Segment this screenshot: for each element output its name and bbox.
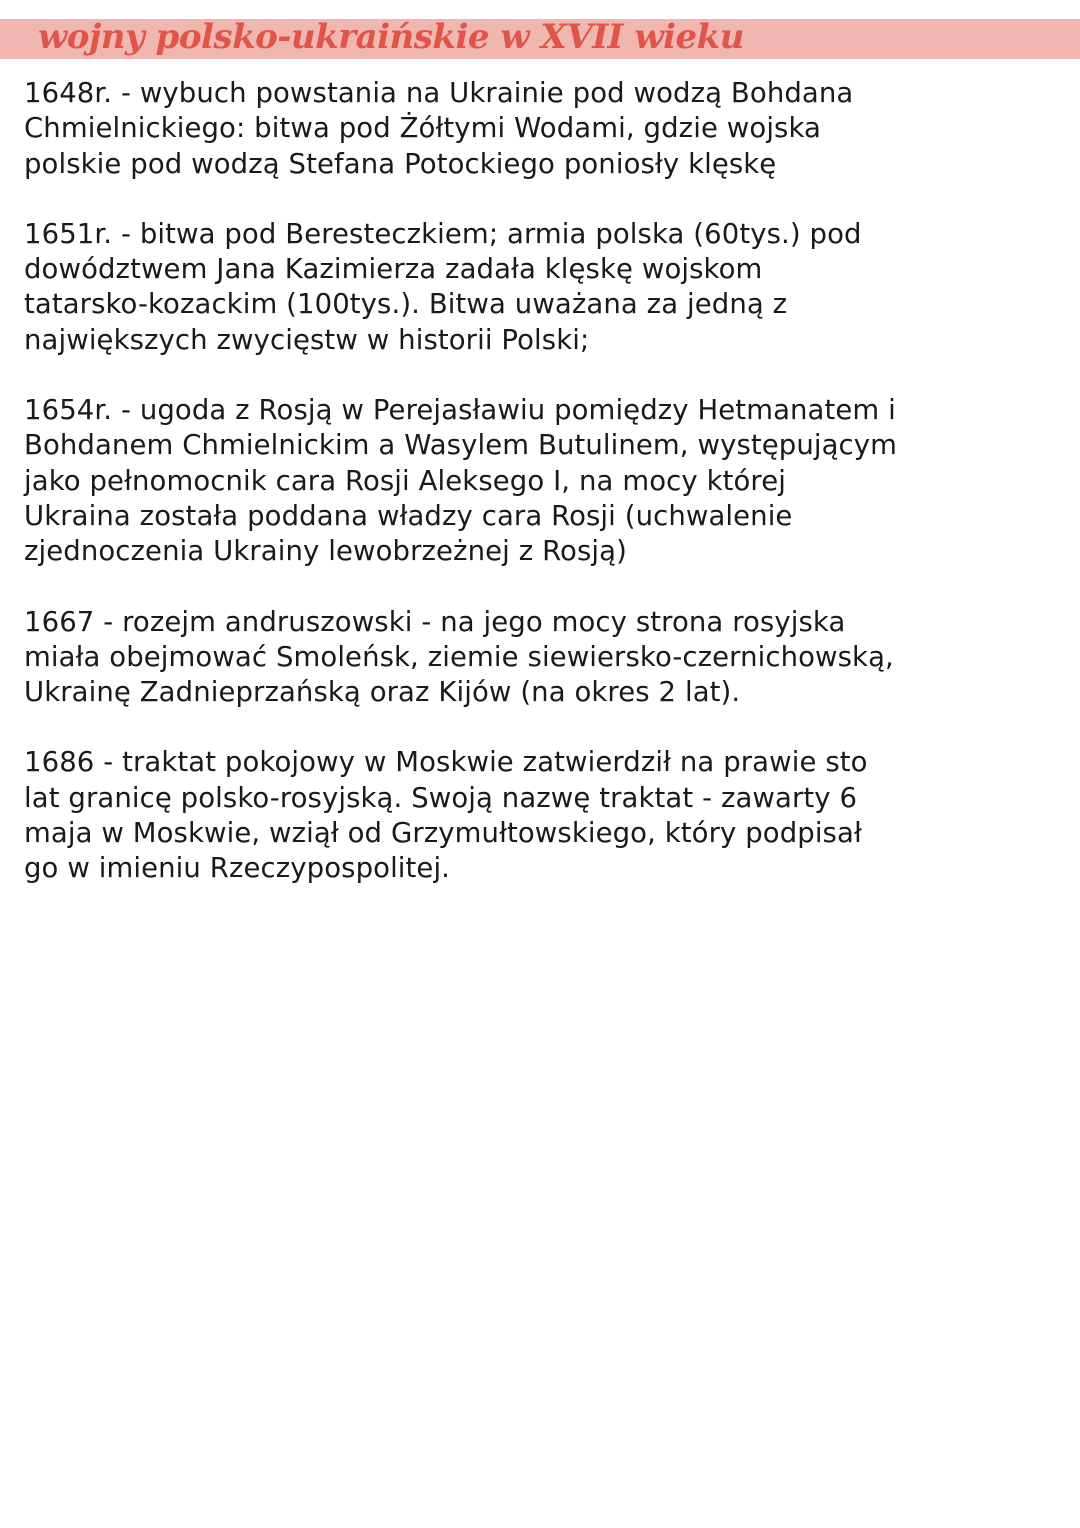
- timeline-entry-1648: 1648r. - wybuch powstania na Ukrainie pod wodzą Bohdana Chmielnickiego: bitwa pod Żółtymi Wodami, gdzie wojska polskie pod wodzą Stefana Potockiego poniosły klęskę: [24, 77, 854, 180]
- page-title: wojny polsko-ukraińskie w XVII wieku: [38, 17, 744, 57]
- timeline-entry-1654: 1654r. - ugoda z Rosją w Perejasławiu pomiędzy Hetmanatem i Bohdanem Chmielnickim a Wasylem Butulinem, występującym jako pełnomocnik cara Rosji Aleksego I, na mocy której Ukraina została poddana władzy cara Rosji (uchwalenie zjednoczenia Ukrainy lewobrzeżnej z Rosją): [24, 394, 898, 568]
- timeline-entry-1651: 1651r. - bitwa pod Beresteczkiem; armia polska (60tys.) pod dowództwem Jana Kazimierza zadała klęskę wojskom tatarsko-kozackim (100tys.). Bitwa uważana za jedną z największych zwycięstw w historii Polski;: [24, 217, 862, 356]
- timeline-entry-1686: 1686 - traktat pokojowy w Moskwie zatwierdził na prawie sto lat granicę polsko-rosyjską. Swoją nazwę traktat - zawarty 6 maja w Moskwie, wziął od Grzymułtowskiego, który podpisał go w imieniu Rzeczypospolitej.: [24, 746, 868, 885]
- timeline-notes: [24, 76, 1024, 922]
- timeline-entry-1667: 1667 - rozejm andruszowski - na jego mocy strona rosyjska miała obejmować Smoleńsk, ziemie siewiersko-czernichowską, Ukrainę Zadnieprzańską oraz Kijów (na okres 2 lat).: [24, 605, 894, 709]
